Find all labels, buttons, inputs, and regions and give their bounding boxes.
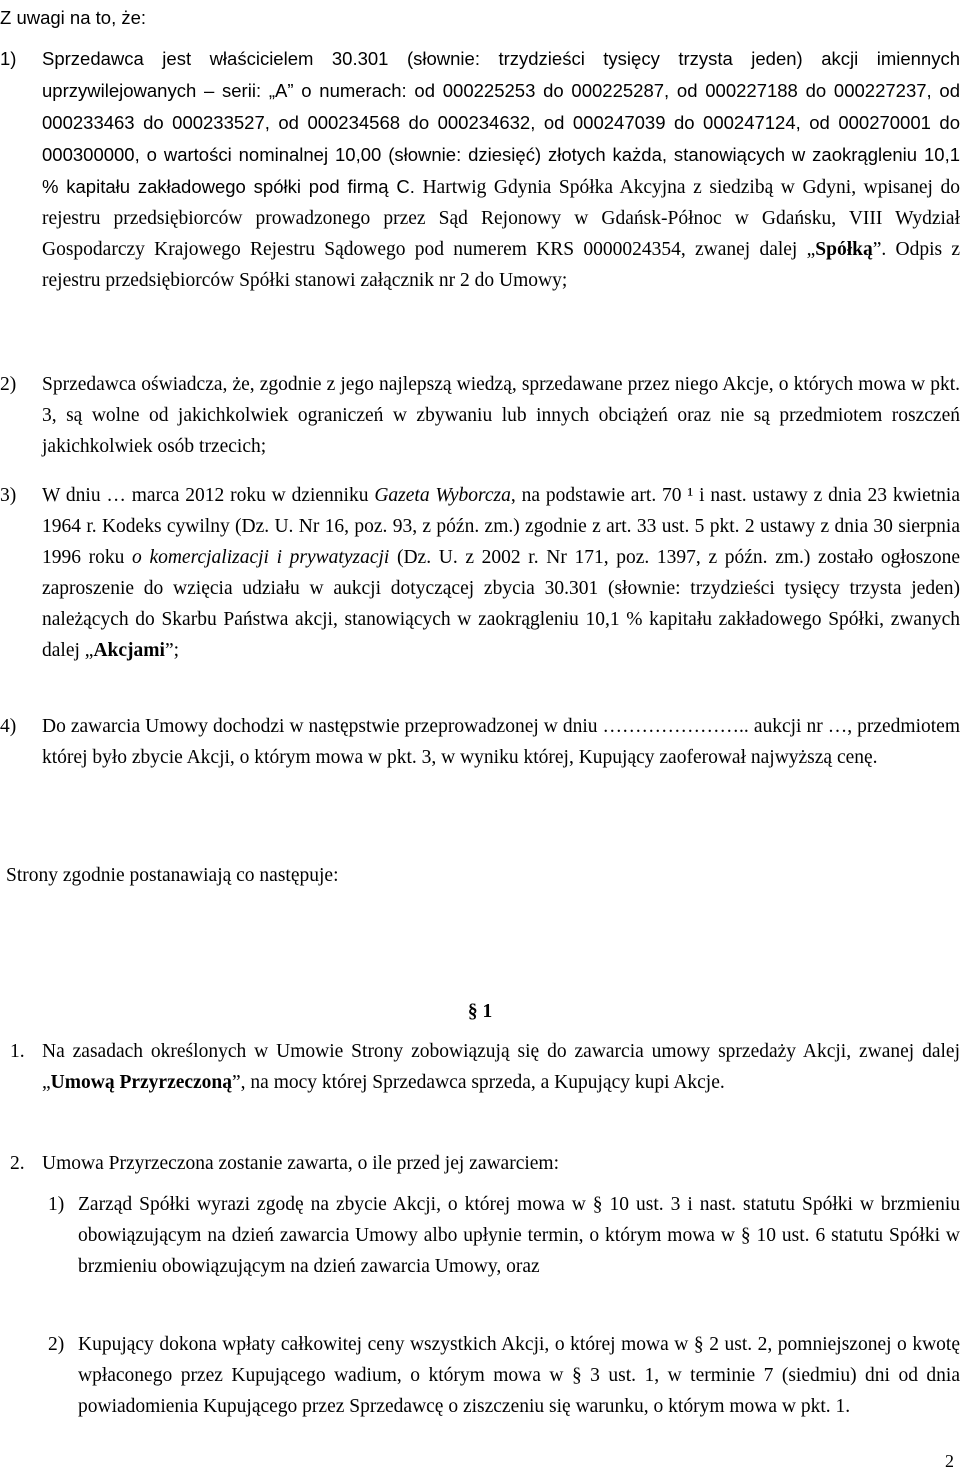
premise-text-part: (Dz. U. z 2002 r. Nr 171, poz. 1397, z późn. zm.) zostało ogłoszone zaproszenie do wzięcia udziału w aukcji dotyczącej zbycia 30.301 (słownie: trzydzieści tysięcy trzysta jeden) należących do Skarbu Państwa akcji, stanowiących w zaokrągleniu 10,1 % kapitału zakładowego Spółki, zwanych dalej „ [42, 547, 960, 661]
premise-text [42, 43, 960, 296]
defined-term: Spółką [815, 239, 873, 260]
clause-2-subpoint-1 [48, 1189, 960, 1282]
subpoint-text: Zarząd Spółki wyrazi zgodę na zbycie Akcji, o której mowa w § 10 ust. 3 i nast. statutu Spółki w brzmieniu obowiązującym na dzień zawarcia Umowy albo upłynie termin, o którym mowa w § 10 ust. 6 statutu Spółki w brzmieniu obowiązującym na dzień zawarcia Umowy, oraz [78, 1194, 960, 1277]
subpoint-number: 2) [48, 1334, 65, 1355]
premise-4 [0, 711, 960, 773]
clause-number: 1. [10, 1041, 25, 1062]
clause-2-subpoint-2 [48, 1329, 960, 1422]
clause-text-part: Na zasadach określonych w Umowie Strony zobowiązują się do zawarcia umowy sprzedaży Akcji, zwanej dalej „ [42, 1041, 960, 1093]
clause-2 [0, 1148, 960, 1179]
premise-text-part: ”; [164, 640, 180, 661]
section-heading [0, 996, 960, 1027]
clause-number: 2. [10, 1153, 25, 1174]
premise-text-part: W dniu … marca 2012 roku w dzienniku [42, 485, 375, 506]
premise-text [42, 480, 960, 666]
intro-line [0, 2, 960, 33]
subpoint-text: Kupujący dokona wpłaty całkowitej ceny wszystkich Akcji, o której mowa w § 2 ust. 2, pomniejszonej o kwotę wpłaconego przez Kupującego wadium, o którym mowa w § 3 ust. 1, w terminie 7 (siedmiu) dni od dnia powiadomienia Kupującego przez Sprzedawcę o ziszczeniu się warunku, o którym mowa w pkt. 1. [78, 1334, 960, 1417]
premise-text-part: ”. Odpis z rejestru przedsiębiorców Spółki stanowi załącznik nr 2 do Umowy; [42, 239, 960, 291]
clause-1 [0, 1036, 960, 1098]
premise-text-part: Hartwig Gdynia Spółka Akcyjna z siedzibą w Gdyni, wpisanej do rejestru przedsiębiorców prowadzonego przez Sąd Rejonowy w Gdańsk-Północ w Gdańsku, VIII Wydział Gospodarczy Krajowego Rejestru Sądowego pod numerem KRS 0000024354, zwanej dalej „ [42, 177, 960, 260]
premise-number: 3) [0, 485, 17, 506]
clause-text: Umowa Przyrzeczona zostanie zawarta, o ile przed jej zawarciem: [42, 1153, 560, 1174]
premise-number: 1) [0, 48, 17, 69]
intro-text: Z uwagi na to, że: [0, 7, 147, 28]
agreement-line [6, 860, 960, 891]
premise-text: Do zawarcia Umowy dochodzi w następstwie przeprowadzonej w dniu ………………….. aukcji nr …, przedmiotem której było zbycie Akcji, o którym mowa w pkt. 3, w wyniku której, Kupujący zaoferował najwyższą cenę. [42, 716, 960, 768]
newspaper-title: Gazeta Wyborcza [374, 485, 511, 506]
premise-text: Sprzedawca oświadcza, że, zgodnie z jego najlepszą wiedzą, sprzedawane przez niego Akcje, o których mowa w pkt. 3, są wolne od jakichkolwiek ograniczeń w zbywaniu lub innych obciążeń oraz nie są przedmiotem roszczeń jakichkolwiek osób trzecich; [42, 374, 960, 457]
page-number: 2 [945, 1451, 954, 1471]
agreement-text: Strony zgodnie postanawiają co następuje: [6, 865, 339, 886]
act-title: o komercjalizacji i prywatyzacji [132, 547, 390, 568]
clause-text-part: ”, na mocy której Sprzedawca sprzeda, a Kupujący kupi Akcje. [232, 1072, 725, 1093]
defined-term: Akcjami [93, 640, 165, 661]
premise-1 [0, 43, 960, 296]
premise-number: 4) [0, 716, 17, 737]
premise-number: 2) [0, 374, 17, 395]
premise-3 [0, 480, 960, 666]
premise-text-part: , na podstawie art. 70 ¹ i nast. ustawy z dnia 23 kwietnia 1964 r. Kodeks cywilny (Dz. U. Nr 16, poz. 93, z późn. zm.) zgodnie z art. 33 ust. 5 pkt. 2 ustawy z dnia 30 sierpnia 1996 roku [42, 485, 960, 568]
premise-2 [0, 369, 960, 462]
subpoint-number: 1) [48, 1194, 65, 1215]
section-mark: § 1 [467, 1001, 493, 1022]
defined-term: Umową Przyrzeczoną [50, 1072, 233, 1093]
clause-text [42, 1036, 960, 1098]
premise-text-part: Sprzedawca jest właścicielem 30.301 (słownie: trzydzieści tysięcy trzysta jeden) akcji imiennych uprzywilejowanych – serii: „A” o numerach: od 000225253 do 000225287, od 000227188 do 000227237, od 000233463 do 000233527, od 000234568 do 000234632, od 000247039 do 000247124, od 000270001 do 000300000, o wartości nominalnej 10,00 (słownie: dziesięć) złotych każda, stanowiących w zaokrągleniu 10,1 % kapitału zakładowego spółki pod firmą C. [42, 48, 960, 197]
